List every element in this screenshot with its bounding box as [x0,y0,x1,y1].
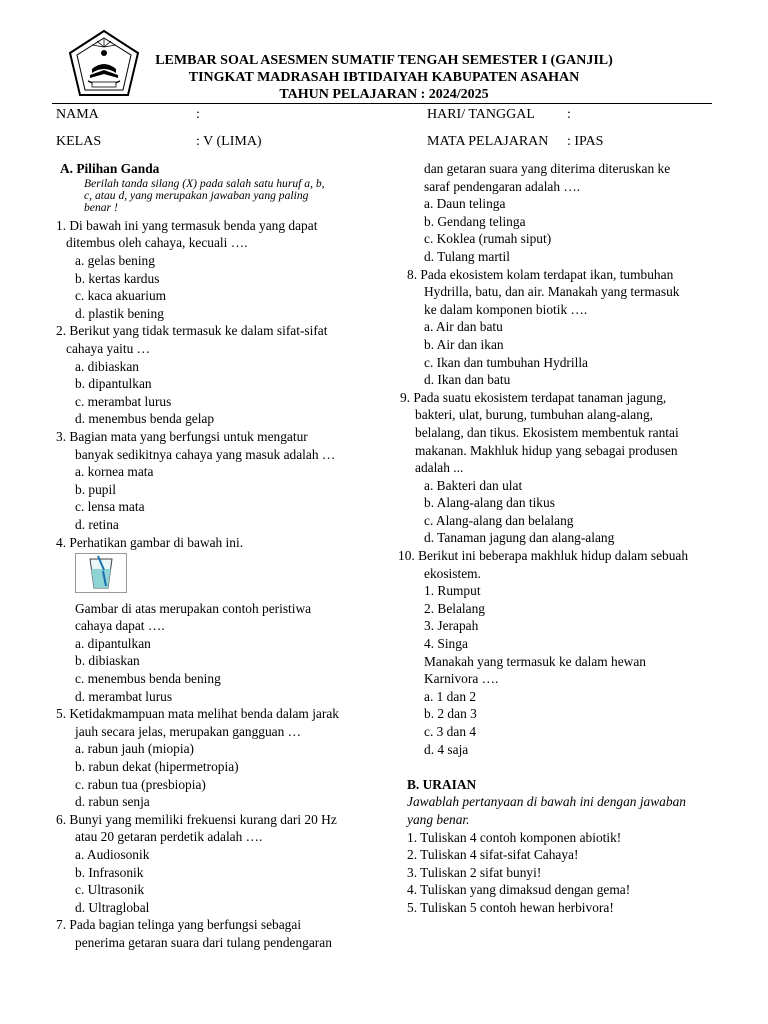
hari-tanggal-label: HARI/ TANGGAL [427,107,535,122]
question-6: 6. Bunyi yang memiliki frekuensi kurang dari 20 Hz [56,811,337,827]
section-b-instruction-2: yang benar. [407,811,470,827]
option: a. Daun telinga [424,196,506,212]
option: d. 4 saja [424,741,469,757]
section-a-instruction-2: c, atau d, yang merupakan jawaban yang paling [84,189,309,202]
option: c. menembus benda bening [75,671,221,687]
question-1-cont: ditembus oleh cahaya, kecuali …. [66,235,248,251]
question-4: 4. Perhatikan gambar di bawah ini. [56,534,244,550]
question-6-cont: atau 20 getaran perdetik adalah …. [75,829,263,845]
option: b. dibiaskan [75,653,140,669]
question-2-cont: cahaya yaitu … [66,340,151,356]
mata-pelajaran-label: MATA PELAJARAN [427,134,549,149]
option: c. Koklea (rumah siput) [424,231,552,247]
question-9-cont: adalah ... [415,460,464,476]
question-7: 7. Pada bagian telinga yang berfungsi sebagai [56,917,302,933]
option: a. Bakteri dan ulat [424,477,523,493]
option: d. merambat lurus [75,688,173,704]
question-10-cont: Karnivora …. [424,671,499,687]
left-column [56,160,396,952]
option: b. Gendang telinga [424,213,526,229]
section-b-heading: B. URAIAN [407,776,477,792]
question-2: 2. Berikut yang tidak termasuk ke dalam sifat-sifat [56,323,328,339]
question-4-cont: Gambar di atas merupakan contoh peristiwa [75,600,312,616]
option: b. Infrasonik [75,864,144,880]
right-column [398,160,738,917]
question-9: 9. Pada suatu ekosistem terdapat tanaman jagung, [400,389,667,405]
glass-with-straw-icon [75,553,127,593]
spacer-line [398,758,738,776]
option: a. Air dan batu [424,319,503,335]
option: c. Ikan dan tumbuhan Hydrilla [424,354,588,370]
option: b. 2 dan 3 [424,706,477,722]
list-item: 2. Belalang [424,600,485,616]
option: b. pupil [75,481,116,497]
list-item: 4. Singa [424,636,468,652]
title-line-2: TINGKAT MADRASAH IBTIDAIYAH KABUPATEN ASAHAN [188,70,580,85]
option: d. Tulang martil [424,248,510,264]
essay-question-5: 5. Tuliskan 5 contoh hewan herbivora! [407,899,614,915]
section-b-instruction-1: Jawablah pertanyaan di bawah ini dengan jawaban [407,794,686,810]
option: d. retina [75,516,119,532]
option: d. Ultraglobal [75,899,150,915]
essay-question-1: 1. Tuliskan 4 contoh komponen abiotik! [407,829,622,845]
document-title [145,52,623,103]
header-divider [52,103,712,104]
question-9-cont: makanan. Makhluk hidup yang sebagai produsen [415,442,678,458]
option: b. dipantulkan [75,376,152,392]
option: a. dibiaskan [75,358,139,374]
option: d. rabun senja [75,794,150,810]
title-line-1: LEMBAR SOAL ASESMEN SUMATIF TENGAH SEMESTER I (GANJIL) [155,53,613,68]
question-10: 10. Berikut ini beberapa makhluk hidup dalam sebuah [398,548,689,564]
kemenag-logo-icon [68,29,140,101]
section-a-instruction-1: Berilah tanda silang (X) pada salah satu huruf a, b, [84,176,325,190]
option: c. merambat lurus [75,393,172,409]
question-5: 5. Ketidakmampuan mata melihat benda dalam jarak [56,706,339,722]
title-line-3: TAHUN PELAJARAN : 2024/2025 [279,87,489,102]
question-4-cont: cahaya dapat …. [75,618,165,634]
list-item: 3. Jerapah [424,618,479,634]
mata-pelajaran-value: : IPAS [567,134,604,149]
essay-question-4: 4. Tuliskan yang dimaksud dengan gema! [407,882,631,898]
question-3-cont: banyak sedikitnya cahaya yang masuk adalah … [75,446,336,462]
question-7-cont: saraf pendengaran adalah …. [424,178,581,194]
option: a. rabun jauh (miopia) [75,741,194,757]
option: c. 3 dan 4 [424,724,477,739]
option: d. Ikan dan batu [424,372,511,388]
list-item: 1. Rumput [424,583,481,599]
question-8-cont: ke dalam komponen biotik …. [424,301,588,317]
question-7-cont: dan getaran suara yang diterima diteruskan ke [424,161,671,176]
nama-colon: : [196,107,200,122]
question-8-cont: Hydrilla, batu, dan air. Manakah yang termasuk [424,284,680,300]
option: a. Audiosonik [75,847,150,862]
option: c. lensa mata [75,499,145,515]
question-10-cont: Manakah yang termasuk ke dalam hewan [424,653,646,669]
question-5-cont: jauh secara jelas, merupakan gangguan … [75,723,302,739]
section-a-heading: A. Pilihan Ganda [60,161,160,176]
option: a. gelas bening [75,253,155,268]
question-1: 1. Di bawah ini yang termasuk benda yang dapat [56,217,318,233]
question-10-cont: ekosistem. [424,565,481,581]
nama-label: NAMA [56,107,99,122]
option: c. Ultrasonik [75,882,145,898]
question-9-cont: bakteri, ulat, burung, tumbuhan alang-alang, [415,407,653,423]
option: b. rabun dekat (hipermetropia) [75,759,239,775]
essay-question-2: 2. Tuliskan 4 sifat-sifat Cahaya! [407,847,579,863]
option: b. Alang-alang dan tikus [424,495,555,511]
option: c. rabun tua (presbiopia) [75,776,206,792]
option: d. plastik bening [75,305,164,321]
option: b. Air dan ikan [424,336,504,352]
hari-tanggal-colon: : [567,107,571,122]
option: c. kaca akuarium [75,288,167,304]
question-3: 3. Bagian mata yang berfungsi untuk mengatur [56,428,308,444]
option: a. dipantulkan [75,635,151,651]
option: a. 1 dan 2 [424,688,477,704]
option: b. kertas kardus [75,270,160,286]
option: c. Alang-alang dan belalang [424,512,574,528]
section-a-instruction-3: benar ! [84,201,118,215]
option: d. Tanaman jagung dan alang-alang [424,530,615,546]
kelas-label: KELAS [56,134,102,149]
option: d. menembus benda gelap [75,411,215,427]
option: a. kornea mata [75,464,154,480]
question-7-cont: penerima getaran suara dari tulang pendengaran [75,934,332,950]
kelas-value: : V (LIMA) [196,134,262,149]
essay-question-3: 3. Tuliskan 2 sifat bunyi! [407,864,542,880]
question-9-cont: belalang, dan tikus. Ekosistem membentuk rantai [415,424,679,440]
question-8: 8. Pada ekosistem kolam terdapat ikan, tumbuhan [407,266,674,282]
